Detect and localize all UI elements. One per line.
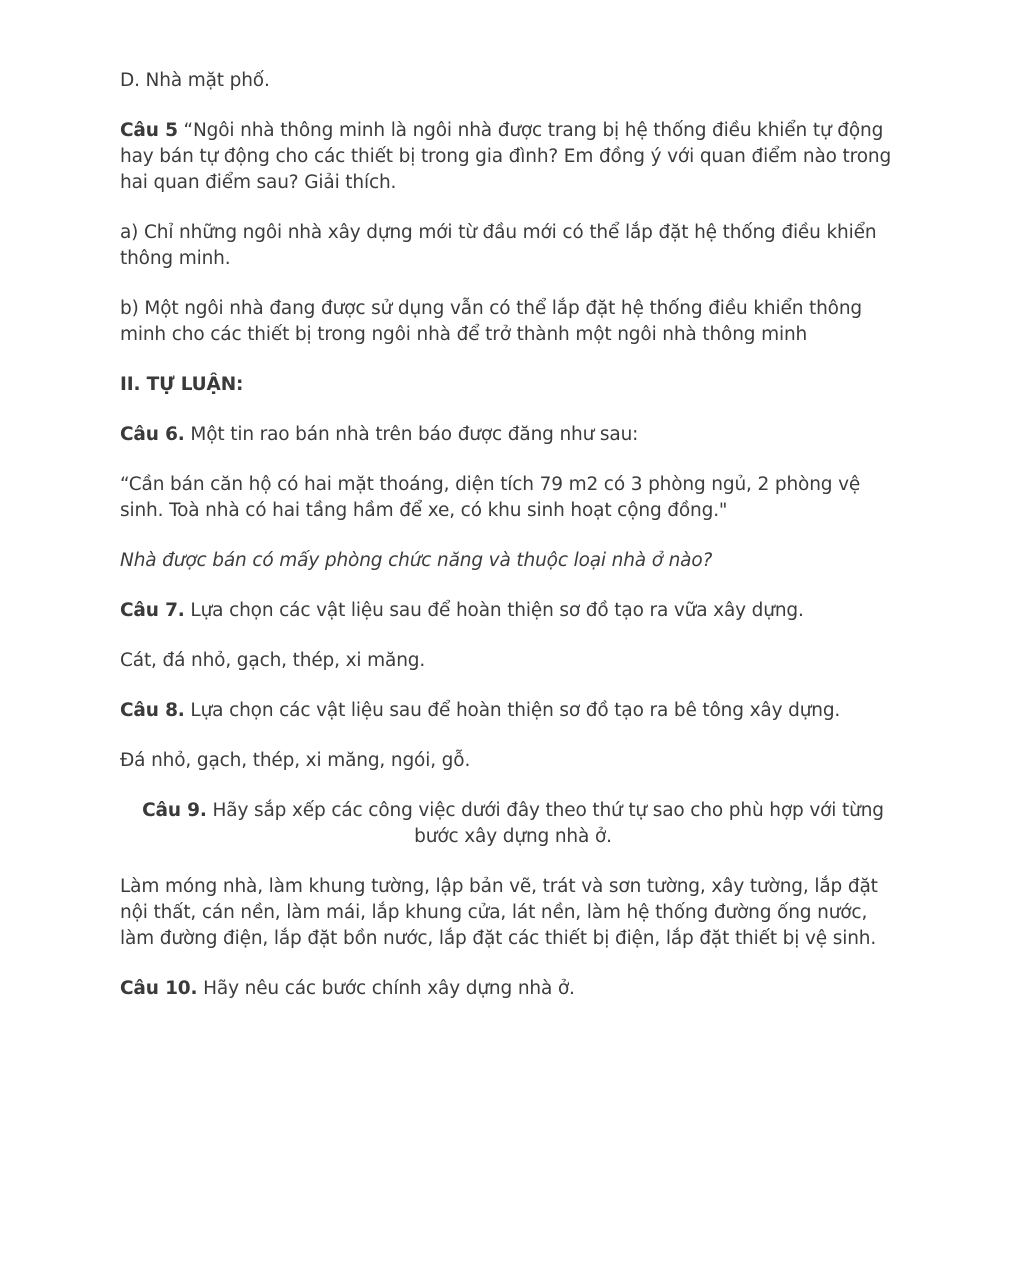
question-8-text: Lựa chọn các vật liệu sau để hoàn thiện sơ đồ tạo ra bê tông xây dựng.: [184, 700, 841, 721]
question-9-tasks: Làm móng nhà, làm khung tường, lập bản vẽ, trát và sơn tường, xây tường, lắp đặt nội thất, cán nền, làm mái, lắp khung cửa, lát nền, làm hệ thống đường ống nước, làm đường điện, lắp đặt bồn nước, lắp đặt các thiết bị điện, lắp đặt thiết bị vệ sinh.: [120, 876, 878, 949]
question-7-materials: Cát, đá nhỏ, gạch, thép, xi măng.: [120, 650, 426, 671]
question-5-label: Câu 5: [120, 120, 178, 141]
question-7: [120, 598, 906, 624]
question-6-quote: “Cần bán căn hộ có hai mặt thoáng, diện tích 79 m2 có 3 phòng ngủ, 2 phòng vệ sinh. Toà nhà có hai tầng hầm để xe, có khu sinh hoạt cộng đồng.": [120, 474, 861, 521]
question-8: [120, 698, 906, 724]
section-title-text: II. TỰ LUẬN:: [120, 374, 244, 395]
question-6: [120, 422, 906, 448]
question-6-text: Một tin rao bán nhà trên báo được đăng như sau:: [184, 424, 639, 445]
option-d: D. Nhà mặt phố.: [120, 70, 270, 91]
question-5: [120, 118, 906, 196]
question-6-label: Câu 6.: [120, 424, 185, 445]
question-5-text: “Ngôi nhà thông minh là ngôi nhà được trang bị hệ thống điều khiển tự động hay bán tự động cho các thiết bị trong gia đình? Em đồng ý với quan điểm nào trong hai quan điểm sau? Giải thích.: [120, 120, 892, 193]
question-10: [120, 976, 906, 1002]
question-8-materials: Đá nhỏ, gạch, thép, xi măng, ngói, gỗ.: [120, 750, 471, 771]
question-10-label: Câu 10.: [120, 978, 198, 999]
question-5-option-b: b) Một ngôi nhà đang được sử dụng vẫn có thể lắp đặt hệ thống điều khiển thông minh cho các thiết bị trong ngôi nhà để trở thành một ngôi nhà thông minh: [120, 298, 863, 345]
question-9: [120, 798, 906, 850]
question-10-text: Hãy nêu các bước chính xây dựng nhà ở.: [197, 978, 575, 999]
question-9-text: Hãy sắp xếp các công việc dưới đây theo thứ tự sao cho phù hợp với từng bước xây dựng nhà ở.: [206, 800, 884, 847]
question-8-label: Câu 8.: [120, 700, 185, 721]
question-9-label: Câu 9.: [142, 800, 207, 821]
question-5-option-a: a) Chỉ những ngôi nhà xây dựng mới từ đầu mới có thể lắp đặt hệ thống điều khiển thông minh.: [120, 222, 877, 269]
section-title: [120, 372, 906, 398]
question-7-text: Lựa chọn các vật liệu sau để hoàn thiện sơ đồ tạo ra vữa xây dựng.: [184, 600, 804, 621]
question-6-prompt: Nhà được bán có mấy phòng chức năng và thuộc loại nhà ở nào?: [120, 550, 713, 571]
question-7-label: Câu 7.: [120, 600, 185, 621]
